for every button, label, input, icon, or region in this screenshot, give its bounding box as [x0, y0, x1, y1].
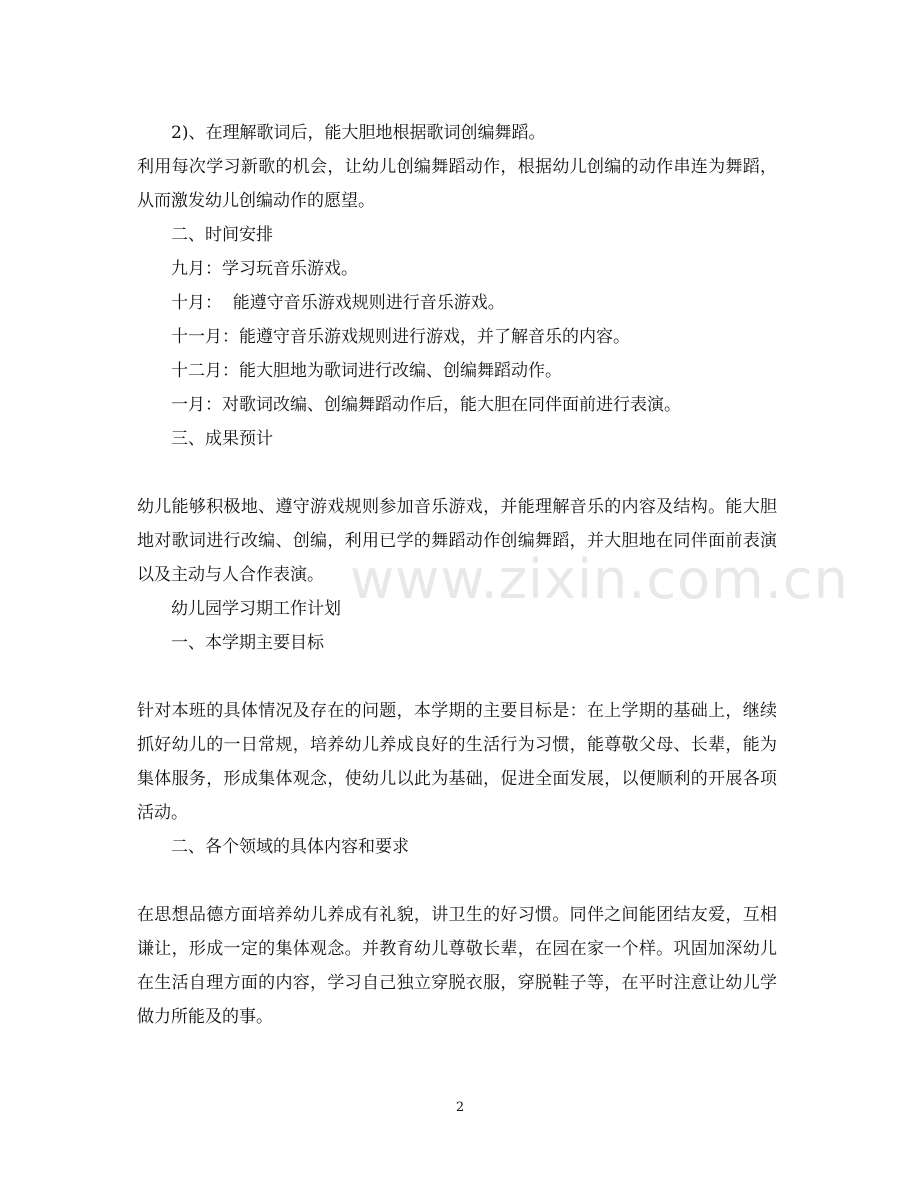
- schedule-item-september: 九月：学习玩音乐游戏。: [171, 259, 358, 279]
- list-item-2: 2)、在理解歌词后，能大胆地根据歌词创编舞蹈。: [171, 123, 546, 143]
- paragraph-goals: 针对本班的具体情况及存在的问题，本学期的主要目标是：在上学期的基础上，继续抓好幼儿的一日常规，培养幼儿养成良好的生活行为习惯，能尊敬父母、长辈，能为集体服务，形成集体观念，使幼儿以此为基础，促进全面发展，以便顺利的开展各项活动。: [137, 701, 777, 823]
- section-heading-goals: 一、本学期主要目标: [171, 633, 324, 653]
- section-heading-expected-results: 三、成果预计: [171, 429, 273, 449]
- schedule-item-november: 十一月：能遵守音乐游戏规则进行游戏，并了解音乐的内容。: [171, 327, 630, 347]
- watermark-text: www.zixin.com.cn: [350, 548, 849, 611]
- schedule-item-october: 十月： 能遵守音乐游戏规则进行音乐游戏。: [171, 293, 505, 313]
- spacer: [137, 864, 777, 898]
- paragraph-moral-education: 在思想品德方面培养幼儿养成有礼貌，讲卫生的好习惯。同伴之间能团结友爱，互相谦让，形成一定的集体观念。并教育幼儿尊敬长辈，在园在家一个样。巩固加深幼儿在生活自理方面的内容，学习自己独立穿脱衣服，穿脱鞋子等，在平时注意让幼儿学做力所能及的事。: [137, 905, 777, 1027]
- spacer: [137, 456, 777, 490]
- section-heading-domains: 二、各个领域的具体内容和要求: [171, 837, 409, 857]
- schedule-item-december: 十二月：能大胆地为歌词进行改编、创编舞蹈动作。: [171, 361, 562, 381]
- section-heading-schedule: 二、时间安排: [171, 225, 273, 245]
- paragraph-lyrics-dance: 利用每次学习新歌的机会，让幼儿创编舞蹈动作，根据幼儿创编的动作串连为舞蹈，从而激发幼儿创编动作的愿望。: [137, 157, 777, 211]
- schedule-item-january: 一月：对歌词改编、创编舞蹈动作后，能大胆在同伴面前进行表演。: [171, 395, 681, 415]
- document-body: [137, 116, 777, 1034]
- paragraph-expected-results: 幼儿能够积极地、遵守游戏规则参加音乐游戏，并能理解音乐的内容及结构。能大胆地对歌词进行改编、创编，利用已学的舞蹈动作创编舞蹈，并大胆地在同伴面前表演以及主动与人合作表演。: [137, 497, 777, 585]
- page-number: 2: [455, 1100, 465, 1115]
- spacer: [137, 660, 777, 694]
- document-title-work-plan: 幼儿园学习期工作计划: [171, 599, 341, 619]
